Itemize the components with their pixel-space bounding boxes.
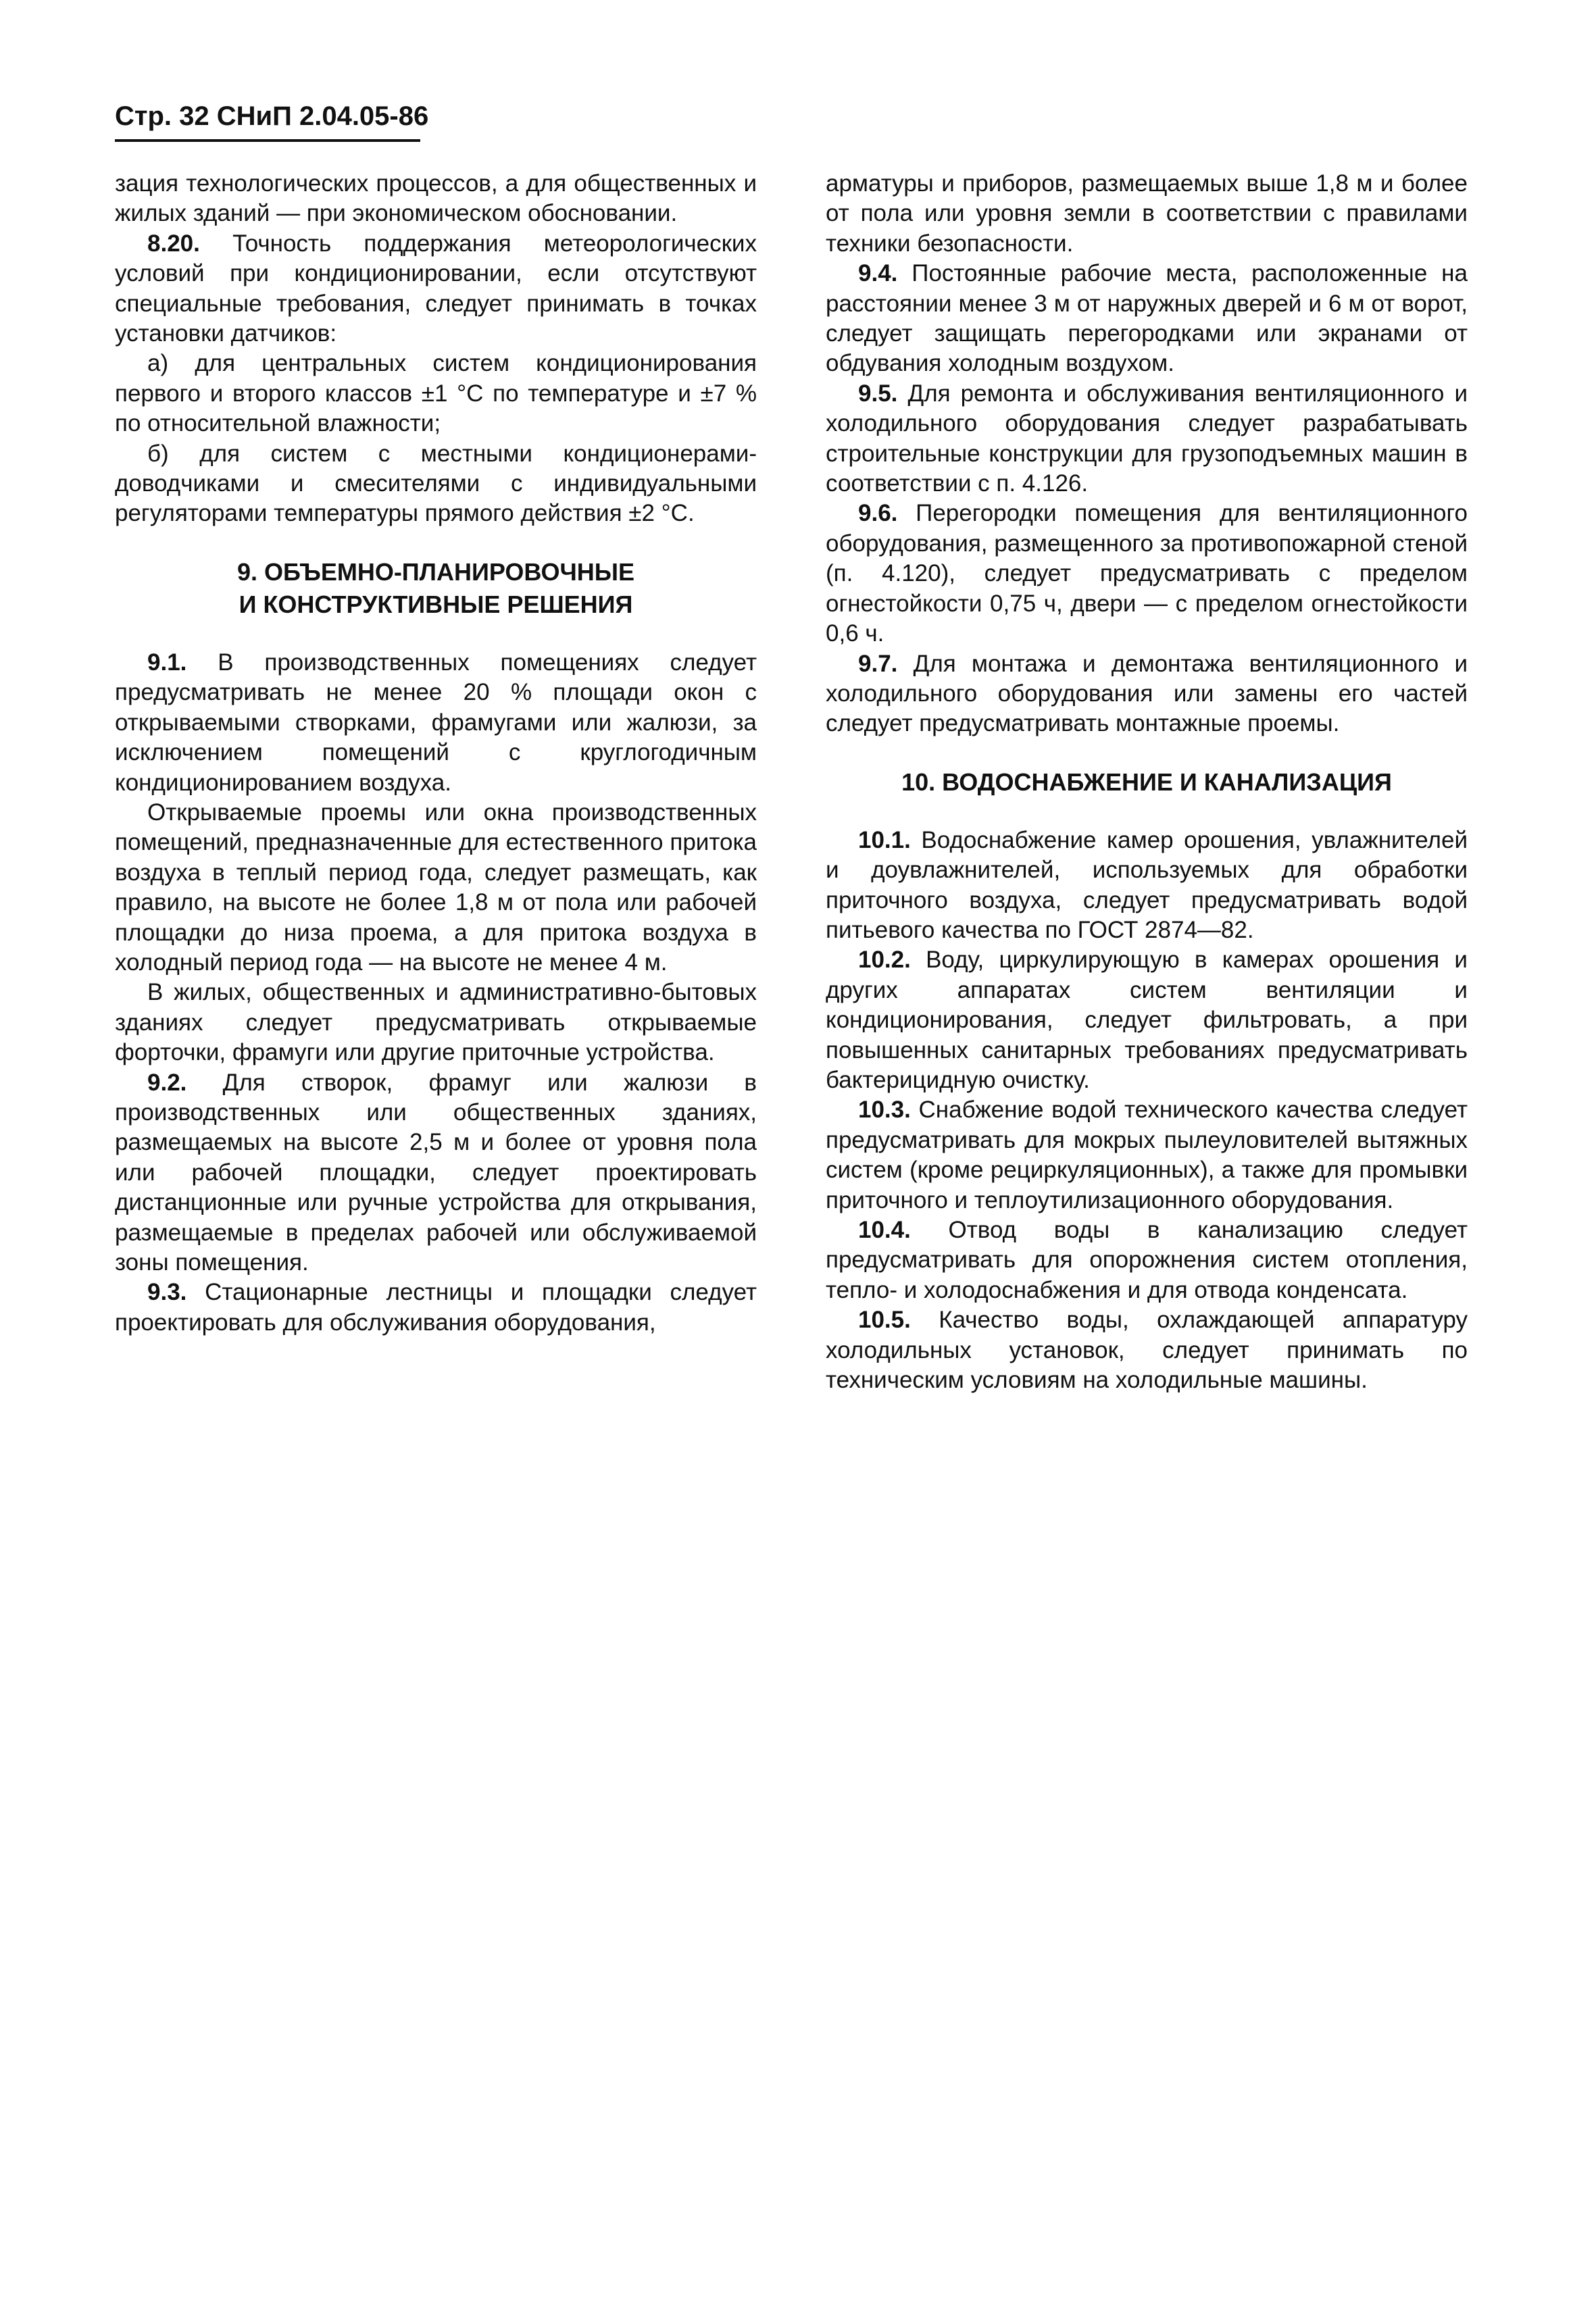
paragraph-text: Для ремонта и обслуживания вентиляционного и холодильного оборудования следует разрабатывать строительные конструкции для грузоподъемных машин в соответствии с п. 4.126. [826, 380, 1468, 497]
paragraph-8-20-a: а) для центральных систем кондиционирования первого и второго классов ±1 °С по температуре и ±7 % по относительной влажности; [115, 350, 757, 437]
left-column [115, 169, 757, 1338]
paragraph-8-20 [115, 229, 757, 349]
paragraph-text: Для монтажа и демонтажа вентиляционного и холодильного оборудования или замены его частей следует предусматривать монтажные проемы. [826, 650, 1468, 737]
paragraph-10-1 [826, 826, 1468, 946]
clause-number: 9.7. [858, 650, 898, 677]
clause-number: 10.2. [858, 947, 911, 974]
paragraph-10-2 [826, 945, 1468, 1095]
page-header: Стр. 32 СНиП 2.04.05-86 [115, 101, 429, 131]
clause-number: 9.1. [147, 649, 187, 676]
paragraph-9-1 [115, 648, 757, 798]
clause-number: 10.1. [858, 826, 911, 853]
paragraph-10-5 [826, 1305, 1468, 1395]
paragraph-text: Отвод воды в канализацию следует предусматривать для опорожнения систем отопления, тепло- и холодоснабжения и для отвода конденсата. [826, 1217, 1468, 1303]
paragraph-9-3 [115, 1278, 757, 1338]
paragraph-8-20-b: б) для систем с местными кондиционерами-доводчиками и смесителями с индивидуальными регуляторами температуры прямого действия ±2 °С. [115, 440, 757, 527]
clause-number: 9.4. [858, 260, 898, 287]
clause-number: 9.6. [858, 500, 898, 527]
paragraph-openings: Открываемые проемы или окна производственных помещений, предназначенные для естественного притока воздуха в теплый период года, следует размещать, как правило, на высоте не более 1,8 м от пола или рабочей площадки до низа проема, а для притока воздуха в холодный период года — на высоте не менее 4 м. [115, 799, 757, 976]
right-column [826, 169, 1468, 1395]
paragraph-10-3 [826, 1095, 1468, 1215]
paragraph-text: Для створок, фрамуг или жалюзи в производственных или общественных зданиях, размещаемых на высоте 2,5 м и более от уровня пола или рабочей площадки, следует проектировать дистанционные или ручные устройства для открывания, размещаемые в пределах рабочей или обслуживаемой зоны помещения. [115, 1069, 757, 1276]
paragraph-text: Водоснабжение камер орошения, увлажнителей и доувлажнителей, используемых для обработки приточного воздуха, следует предусматривать водой питьевого качества по ГОСТ 2874—82. [826, 826, 1468, 943]
clause-number: 9.5. [858, 380, 898, 407]
paragraph-text: Перегородки помещения для вентиляционного оборудования, размещенного за противопожарной стеной (п. 4.120), следует предусматривать с пределом огнестойкости 0,75 ч, двери — с пределом огнестойкости 0,6 ч. [826, 500, 1468, 647]
paragraph-9-5 [826, 379, 1468, 499]
paragraph-text: Стационарные лестницы и площадки следует проектировать для обслуживания оборудования, [115, 1279, 757, 1336]
paragraph-residential: В жилых, общественных и административно-бытовых зданиях следует предусматривать открываемые форточки, фрамуги или другие приточные устройства. [115, 979, 757, 1066]
paragraph-continuation: зация технологических процессов, а для общественных и жилых зданий — при экономическом обосновании. [115, 170, 757, 227]
clause-number: 9.3. [147, 1279, 187, 1306]
clause-number: 10.5. [858, 1307, 911, 1334]
paragraph-text: Постоянные рабочие места, расположенные на расстоянии менее 3 м от наружных дверей и 6 м от ворот, следует защищать перегородками или экранами от обдувания холодным воздухом. [826, 260, 1468, 377]
paragraph-9-4 [826, 259, 1468, 379]
paragraph-9-6 [826, 499, 1468, 649]
paragraph-continuation: арматуры и приборов, размещаемых выше 1,8 м и более от пола или уровня земли в соответствии с правилами техники безопасности. [826, 170, 1468, 257]
paragraph-text: Снабжение водой технического качества следует предусматривать для мокрых пылеуловителей вытяжных систем (кроме рециркуляционных), а также для промывки приточного и теплоутилизационного оборудования. [826, 1097, 1468, 1213]
paragraph-text: Точность поддержания метеорологических условий при кондиционировании, если отсутствуют специальные требования, следует принимать в точках установки датчиков: [115, 230, 757, 347]
clause-number: 8.20. [147, 230, 200, 257]
clause-number: 9.2. [147, 1069, 187, 1096]
section-10-heading: 10. ВОДОСНАБЖЕНИЕ И КАНАЛИЗАЦИЯ [901, 768, 1392, 796]
clause-number: 10.3. [858, 1097, 911, 1124]
header-underline [115, 139, 420, 142]
paragraph-9-7 [826, 649, 1468, 739]
section-9-heading-line1: 9. ОБЪЕМНО-ПЛАНИРОВОЧНЫЕ [236, 557, 635, 586]
paragraph-text: В производственных помещениях следует предусматривать не менее 20 % площади окон с открываемыми створками, фрамугами или жалюзи, за исключением помещений с круглогодичным кондиционированием воздуха. [115, 649, 757, 796]
clause-number: 10.4. [858, 1217, 911, 1243]
paragraph-text: Качество воды, охлаждающей аппаратуру холодильных установок, следует принимать по техническим условиям на холодильные машины. [826, 1307, 1468, 1394]
section-9-heading-line2: И КОНСТРУКТИВНЫЕ РЕШЕНИЯ [239, 590, 633, 618]
paragraph-10-4 [826, 1215, 1468, 1305]
paragraph-text: Воду, циркулирующую в камерах орошения и других аппаратах систем вентиляции и кондиционирования, следует фильтровать, а при повышенных санитарных требованиях предусматривать бактерицидную очистку. [826, 947, 1468, 1093]
paragraph-9-2 [115, 1068, 757, 1278]
